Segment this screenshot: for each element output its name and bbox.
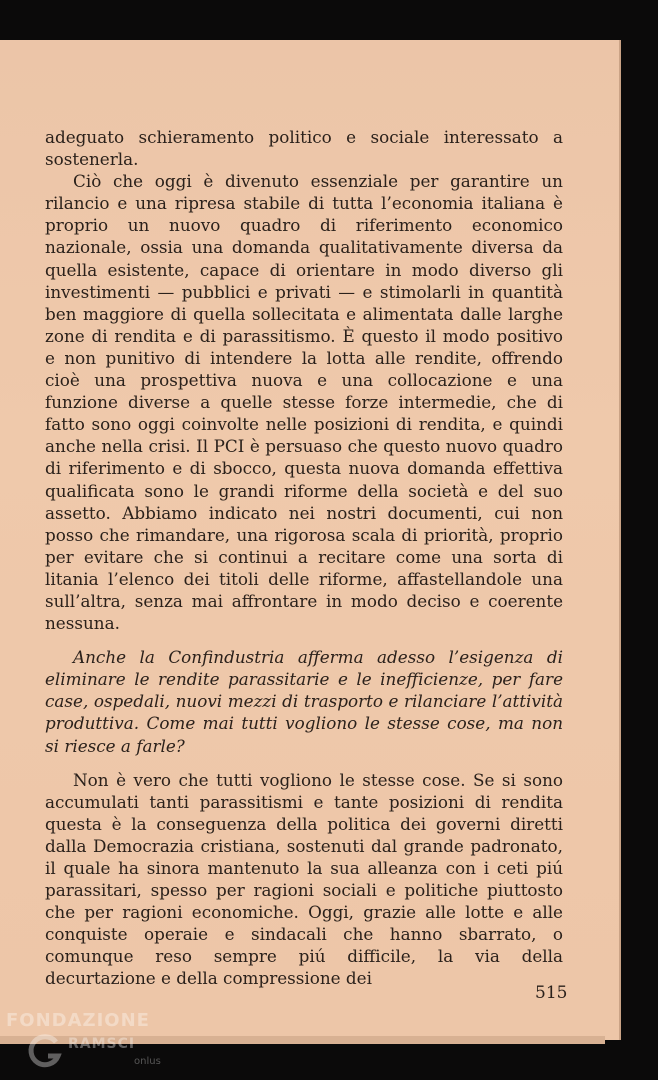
page-number: 515 bbox=[535, 983, 568, 1003]
watermark-line2: RAMSCI bbox=[68, 1036, 136, 1052]
foundation-watermark bbox=[0, 1006, 200, 1080]
watermark-g-logo-icon bbox=[26, 1032, 66, 1072]
interview-question: Anche la Confindustria afferma adesso l’esigenza di eliminare le rendite parassitarie e le inefficienze, per fare case, ospedali, nuovi mezzi di trasporto e rilanciare l’attività produttiva. Come mai tutti vogliono le stesse cose, ma non si riesce a farle? bbox=[45, 647, 563, 756]
watermark-suffix: onlus bbox=[134, 1056, 161, 1067]
body-text bbox=[45, 126, 563, 990]
paragraph-answer: Non è vero che tutti vogliono le stesse cose. Se si sono accumulati tanti parassitismi e tante posizioni di rendita questa è la conseguenza della politica dei governi diretti dalla Democrazia cristiana, sostenuti dal grande padronato, il quale ha sinora mantenuto la sua alleanza con i ceti piú parassitari, spesso per ragioni sociali e politiche piuttosto che per ragioni economiche. Oggi, grazie alle lotte e alle conquiste operaie e sindacali che hanno sbarrato, o comunque reso sempre piú difficile, la via della decurtazione e della compressione dei bbox=[45, 769, 563, 989]
watermark-line1: FONDAZIONE bbox=[6, 1010, 150, 1031]
paragraph-continuation: adeguato schieramento politico e sociale interessato a sostenerla. bbox=[45, 127, 563, 170]
paragraph-economic-framework: Ciò che oggi è divenuto essenziale per garantire un rilancio e una ripresa stabile di tutta l’economia italiana è proprio un nuovo quadro di riferimento economico nazionale, ossia una domanda qualitativamente diversa da quella esistente, capace di orientare in modo diverso gli investimenti — pubblici e privati — e stimolarli in quantità ben maggiore di quella sollecitata e alimentata dalle larghe zone di rendita e di parassitismo. È questo il modo positivo e non punitivo di intendere la lotta alle rendite, offrendo cioè una prospettiva nuova e una collocazione e una funzione diverse a quelle stesse forze intermedie, che di fatto sono oggi coinvolte nelle posizioni di rendita, e quindi anche nella crisi. Il PCI è persuaso che questo nuovo quadro di riferimento e di sbocco, questa nuova domanda effettiva qualificata sono le grandi riforme della società e del suo assetto. Abbiamo indicato nei nostri documenti, cui non posso che rimandare, una rigorosa scala di priorità, proprio per evitare che si continui a recitare come una sorta di litania l’elenco dei titoli delle riforme, affastellandole una sull’altra, senza mai affrontare in modo deciso e coerente nessuna. bbox=[45, 171, 563, 634]
